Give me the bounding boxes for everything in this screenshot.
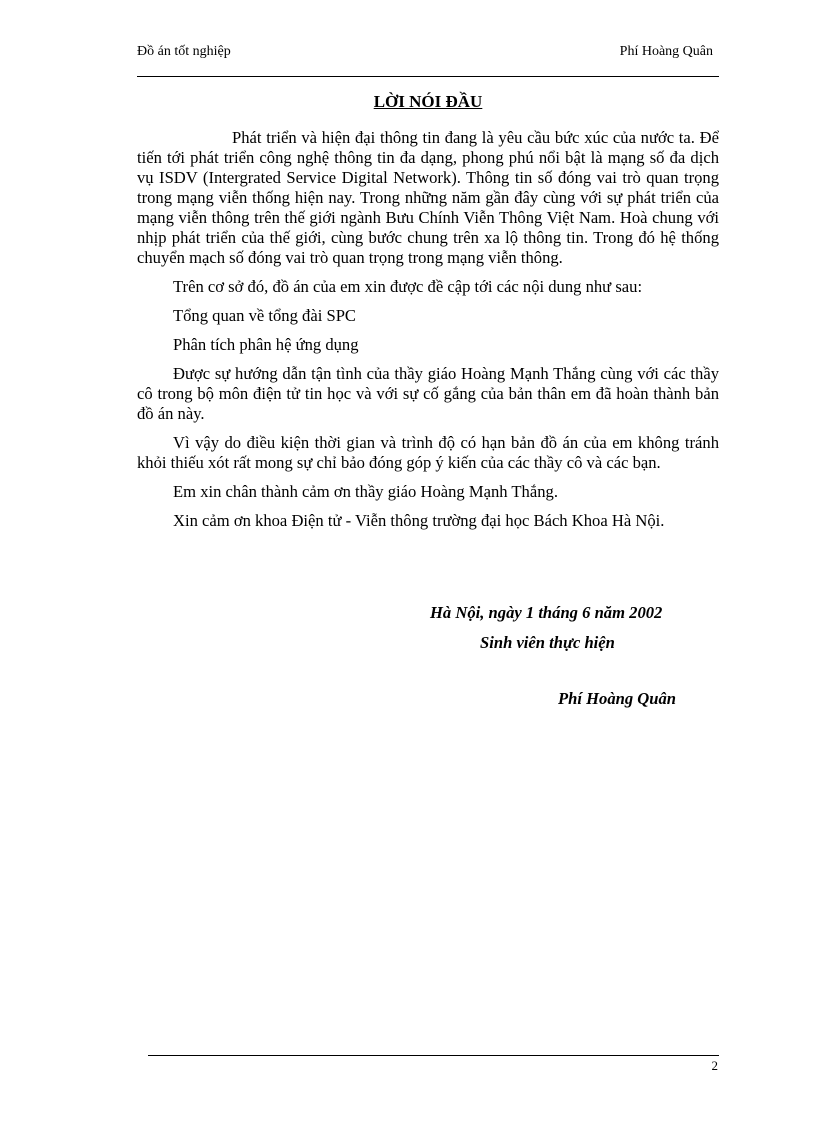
header-rule [137,76,719,77]
paragraph-thanks-advisor: Em xin chân thành cảm ơn thầy giáo Hoàng Mạnh Thắng. [173,482,558,501]
signature-name: Phí Hoàng Quân [558,689,677,708]
paragraph-apology: Vì vậy do điều kiện thời gian và trình độ có hạn bản đồ án của em không tránh khỏi thiếu xót rất mong sự chỉ bảo đóng góp ý kiến của các thầy cô và các bạn. [137,433,719,472]
paragraph-scope: Trên cơ sở đó, đồ án của em xin được đề cập tới các nội dung như sau: [173,277,643,296]
paragraph-thanks-faculty: Xin cảm ơn khoa Điện tử - Viễn thông trường đại học Bách Khoa Hà Nội. [173,511,665,530]
header-author: Phí Hoàng Quân [619,44,713,59]
page-title: LỜI NÓI ĐẦU [373,92,483,111]
paragraph-acknowledgement: Được sự hướng dẫn tận tình của thầy giáo Hoàng Mạnh Thắng cùng với các thầy cô trong bộ môn điện tử tin học và với sự cố gắng của bản thân em đã hoàn thành bản đồ án này. [137,364,719,423]
document-body [137,128,719,540]
signature-role: Sinh viên thực hiện [480,633,615,652]
page-header [137,44,719,66]
page-number: 2 [711,1058,718,1073]
paragraph-topic-2: Phân tích phân hệ ứng dụng [173,335,359,354]
paragraph-intro: Phát triển và hiện đại thông tin đang là yêu cầu bức xúc của nước ta. Để tiến tới phát triển công nghệ thông tin đa dạng, phong phú nổi bật là mạng số đa dịch vụ ISDV (Intergrated Service Digital Network). Thông tin số đóng vai trò quan trọng trong mạng viễn thống hiện nay. Trong những năm gần đây cùng với sự phát triển của mạng viễn thông trên thế giới ngành Bưu Chính Viễn Thông Việt Nam. Hoà chung với nhịp phát triển của thế giới, cùng bước chung trên xa lộ thông tin. Trong đó hệ thống chuyển mạch số đóng vai trò quan trọng trong mạng viễn thông. [137,128,719,267]
header-document-type: Đồ án tốt nghiệp [137,44,231,59]
footer-rule [148,1055,719,1056]
paragraph-topic-1: Tổng quan về tổng đài SPC [173,306,356,325]
signature-date: Hà Nội, ngày 1 tháng 6 năm 2002 [430,603,663,622]
